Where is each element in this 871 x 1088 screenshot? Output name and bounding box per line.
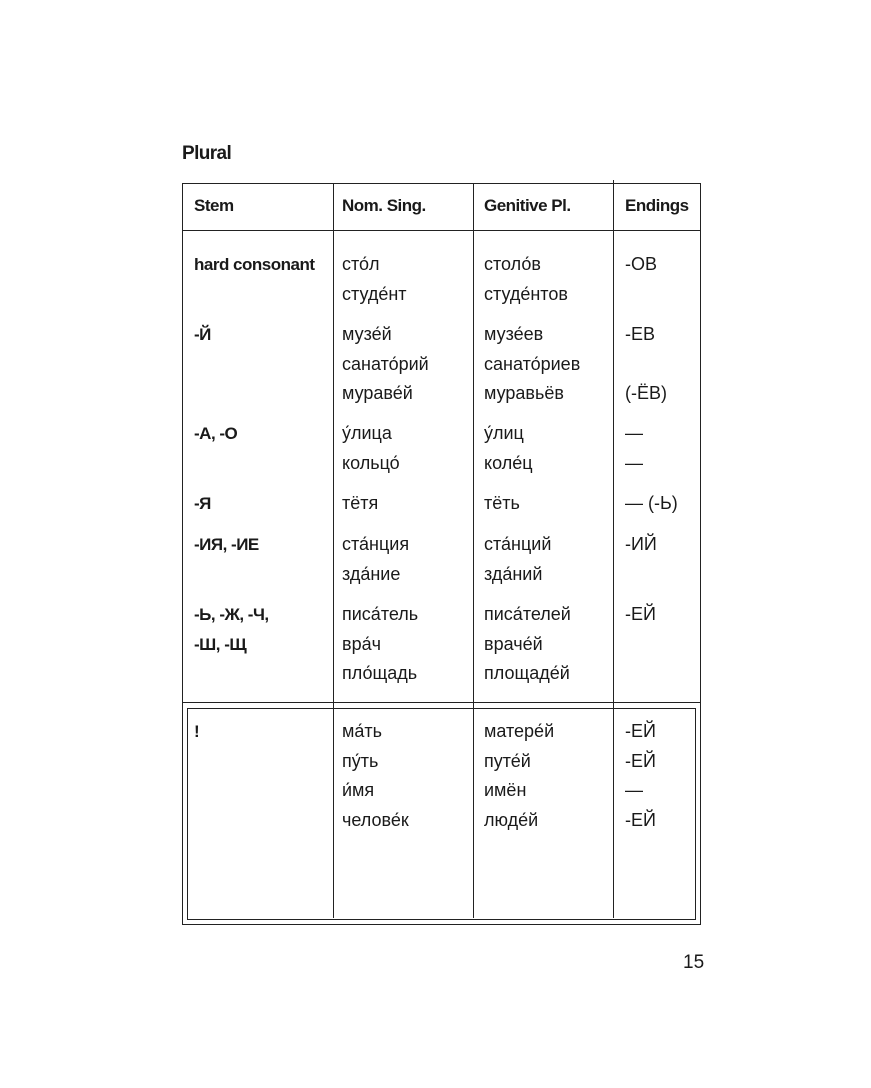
nom-sing-cell-line: музе́й (342, 324, 392, 344)
gen-pl-cell-line: санато́риев (484, 353, 581, 374)
stem-cell (194, 489, 211, 519)
gen-pl-cell-line: муравьёв (484, 383, 564, 403)
header-divider (183, 230, 700, 231)
gen-pl-cell (484, 320, 580, 409)
ending-cell (625, 419, 643, 478)
ending-cell (625, 530, 657, 560)
ending-cell (625, 489, 678, 519)
nom-sing-cell-line: у́лица (342, 423, 392, 443)
nom-sing-cell-line: кольцо́ (342, 452, 400, 473)
header-endings: Endings (625, 196, 689, 215)
stem-cell-line: ! (194, 722, 200, 741)
nom-sing-cell-line: и́мя (342, 780, 375, 800)
gen-pl-cell-line: зда́ний (484, 563, 543, 584)
header-stem: Stem (194, 196, 234, 215)
gen-pl-cell (484, 530, 551, 589)
stem-cell-line: -А, -О (194, 424, 238, 443)
nom-sing-cell-line: пу́ть (342, 750, 379, 771)
gen-pl-cell-line: у́лиц (484, 423, 524, 443)
header-gen-pl: Genitive Pl. (484, 196, 571, 215)
nom-sing-cell (342, 250, 407, 309)
nom-sing-cell-line: писа́тель (342, 604, 419, 624)
exceptions-divider (183, 702, 700, 703)
stem-cell (194, 530, 259, 560)
gen-pl-cell-line: путе́й (484, 750, 531, 771)
nom-sing-cell-line: пло́щадь (342, 663, 418, 683)
ending-cell-line (625, 350, 667, 380)
ending-cell-line: -ЕЙ (625, 604, 656, 624)
gen-pl-cell-line: тёть (484, 493, 520, 513)
stem-cell-line: -Й (194, 325, 211, 344)
ending-cell-line: — (625, 780, 643, 800)
ending-cell-line: -ЕЙ (625, 721, 656, 741)
stem-cell (194, 419, 237, 449)
stem-cell-line: -ИЯ, -ИЕ (194, 535, 259, 554)
stem-cell (194, 320, 211, 350)
gen-pl-cell-line: матере́й (484, 721, 555, 741)
gen-pl-cell-line: ста́нций (484, 534, 552, 554)
gen-pl-cell-line: площаде́й (484, 663, 570, 683)
ending-cell-line: -ЕВ (625, 324, 656, 344)
stem-cell (194, 600, 269, 659)
declension-table (182, 183, 701, 925)
ending-cell-line: (-ЁВ) (625, 383, 668, 403)
nom-sing-cell-line: санато́рий (342, 353, 429, 374)
header-nom-sing: Nom. Sing. (342, 196, 426, 215)
gen-pl-cell-line: имён (484, 780, 527, 800)
stem-cell-line: -Ь, -Ж, -Ч, (194, 605, 269, 624)
ending-cell-line: -ОВ (625, 254, 658, 274)
nom-sing-cell (342, 717, 409, 835)
nom-sing-cell-line: ма́ть (342, 721, 383, 741)
nom-sing-cell-line: тётя (342, 493, 379, 513)
nom-sing-cell-line: сто́л (342, 254, 380, 274)
nom-sing-cell (342, 489, 378, 519)
gen-pl-cell (484, 489, 520, 519)
gen-pl-cell (484, 250, 568, 309)
nom-sing-cell-line: вра́ч (342, 633, 381, 654)
ending-cell (625, 717, 656, 835)
ending-cell-line: -ЕЙ (625, 809, 656, 830)
ending-cell (625, 320, 667, 409)
nom-sing-cell-line: студе́нт (342, 283, 407, 304)
nom-sing-cell-line: челове́к (342, 809, 409, 830)
ending-cell-line: — (-Ь) (625, 493, 678, 513)
stem-cell-line: hard consonant (194, 255, 315, 274)
page-number: 15 (683, 952, 705, 973)
gen-pl-cell-line: писа́телей (484, 604, 571, 624)
nom-sing-cell-line: мураве́й (342, 383, 413, 403)
gen-pl-cell-line: враче́й (484, 633, 543, 654)
stem-cell-line: -Я (194, 494, 211, 513)
nom-sing-cell (342, 530, 409, 589)
gen-pl-cell-line: столо́в (484, 254, 541, 274)
section-title: Plural (182, 143, 232, 164)
ending-cell-line: — (625, 452, 643, 473)
stem-cell (194, 717, 199, 747)
stem-cell (194, 250, 315, 280)
exceptions-box (187, 708, 696, 920)
gen-pl-cell-line: музе́ев (484, 324, 544, 344)
gen-pl-cell-line: коле́ц (484, 452, 533, 473)
ending-cell (625, 600, 656, 630)
gen-pl-cell (484, 600, 571, 689)
nom-sing-cell (342, 320, 429, 409)
ending-cell-line: — (625, 423, 643, 443)
gen-pl-cell-line: люде́й (484, 809, 539, 830)
nom-sing-cell-line: зда́ние (342, 563, 401, 584)
ending-cell-line: -ЕЙ (625, 750, 656, 771)
nom-sing-cell (342, 419, 400, 478)
ending-cell (625, 250, 657, 280)
gen-pl-cell (484, 419, 533, 478)
stem-cell-line: -Ш, -Щ (194, 634, 247, 654)
ending-cell-line: -ИЙ (625, 534, 657, 554)
nom-sing-cell-line: ста́нция (342, 534, 410, 554)
gen-pl-cell (484, 717, 554, 835)
nom-sing-cell (342, 600, 418, 689)
gen-pl-cell-line: студе́нтов (484, 283, 568, 304)
